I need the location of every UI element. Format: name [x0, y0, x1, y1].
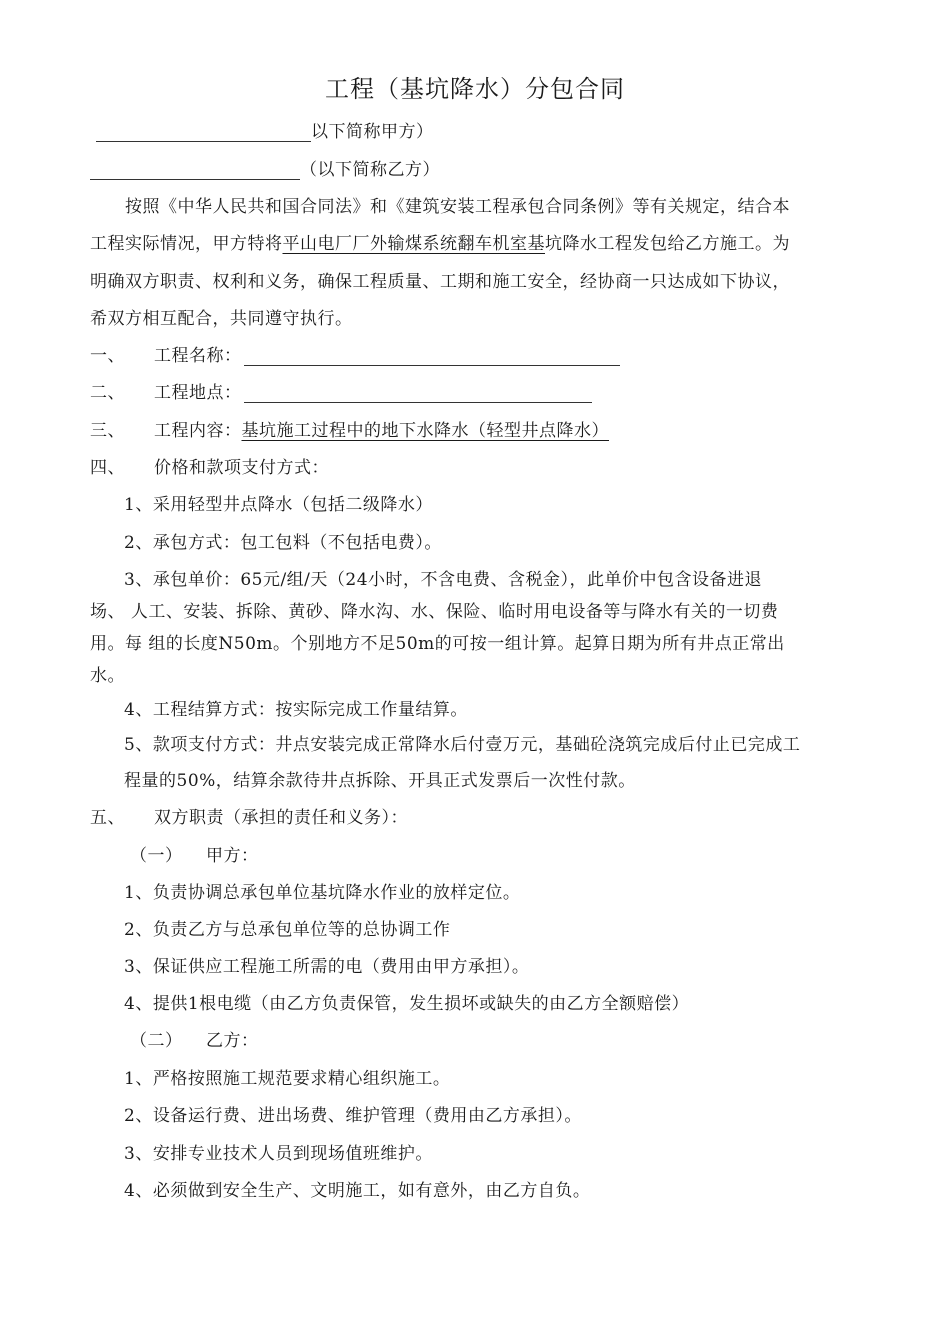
section-2	[90, 383, 592, 403]
section-5-label: 双方职责（承担的责任和义务）：	[154, 808, 408, 828]
party-a-heading-number: （一）	[130, 846, 183, 866]
project-name-blank	[244, 348, 620, 366]
party-b-suffix: （以下简称乙方）	[300, 160, 440, 180]
document-title: 工程（基坑降水）分包合同	[325, 75, 625, 103]
party-b-item-2: 2、设备运行费、进出场费、维护管理（费用由乙方承担）。	[124, 1106, 582, 1126]
party-b-item-3: 3、安排专业技术人员到现场值班维护。	[124, 1144, 433, 1164]
party-b-heading-label: 乙方：	[206, 1031, 259, 1051]
section-4-label: 价格和款项支付方式：	[154, 458, 329, 478]
party-a-item-3: 3、保证供应工程施工所需的电（费用由甲方承担）。	[124, 957, 530, 977]
party-b-blank	[90, 162, 300, 180]
intro-line-2-post: 坑降水工程发包给乙方施工。为	[545, 234, 790, 254]
section-1-number: 一、	[90, 346, 125, 366]
party-b-heading-number: （二）	[130, 1031, 183, 1051]
price-item-4: 4、工程结算方式：按实际完成工作量结算。	[124, 700, 468, 720]
section-2-label: 工程地点：	[154, 383, 242, 403]
price-item-3-line-2: 场、 人工、安装、拆除、黄砂、降水沟、水、保险、临时用电设备等与降水有关的一切费	[90, 602, 779, 622]
intro-line-3: 明确双方职责、权利和义务，确保工程质量、工期和施工安全，经协商一只达成如下协议，	[90, 272, 790, 292]
price-item-5-line-2: 程量的50%，结算余款待井点拆除、开具正式发票后一次性付款。	[124, 771, 636, 791]
intro-line-2	[90, 234, 790, 254]
party-b-item-1: 1、严格按照施工规范要求精心组织施工。	[124, 1069, 451, 1089]
party-a-heading	[130, 846, 259, 866]
party-a-item-2: 2、负责乙方与总承包单位等的总协调工作	[124, 920, 451, 940]
party-b-line	[90, 160, 440, 180]
section-3	[90, 421, 609, 441]
party-a-item-4: 4、提供1根电缆（由乙方负责保管，发生损坏或缺失的由乙方全额赔偿）	[124, 994, 690, 1014]
intro-line-1: 按照《中华人民共和国合同法》和《建筑安装工程承包合同条例》等有关规定，结合本	[125, 197, 790, 217]
section-4	[90, 458, 329, 478]
price-item-2: 2、承包方式：包工包料（不包括电费）。	[124, 533, 442, 553]
section-3-number: 三、	[90, 421, 125, 441]
price-item-3-line-4: 水。	[90, 666, 125, 686]
intro-line-4: 希双方相互配合，共同遵守执行。	[90, 309, 353, 329]
price-item-3-line-1: 3、承包单价：65元/组/天（24小时，不含电费、含税金），此单价中包含设备进退	[124, 570, 763, 590]
section-1-label: 工程名称：	[154, 346, 242, 366]
price-item-5-line-1: 5、款项支付方式：井点安装完成正常降水后付壹万元，基础砼浇筑完成后付止已完成工	[124, 735, 801, 755]
party-a-blank	[96, 124, 311, 142]
intro-line-2-pre: 工程实际情况，甲方特将	[90, 234, 283, 254]
party-a-line	[96, 122, 434, 142]
section-4-number: 四、	[90, 458, 125, 478]
section-1	[90, 346, 620, 366]
price-item-3-line-3: 用。每 组的长度N50m。个别地方不足50m的可按一组计算。起算日期为所有井点正常出	[90, 634, 785, 654]
section-5-number: 五、	[90, 808, 125, 828]
section-5	[90, 808, 408, 828]
section-3-label: 工程内容：	[154, 421, 242, 441]
party-b-heading	[130, 1031, 259, 1051]
project-location-blank	[244, 385, 592, 403]
section-2-number: 二、	[90, 383, 125, 403]
price-item-1: 1、采用轻型井点降水（包括二级降水）	[124, 495, 433, 515]
project-name: 平山电厂厂外输煤系统翻车机室基	[282, 234, 545, 254]
party-a-suffix: 以下简称甲方）	[311, 122, 434, 142]
party-a-item-1: 1、负责协调总承包单位基坑降水作业的放样定位。	[124, 883, 521, 903]
party-b-item-4: 4、必须做到安全生产、文明施工，如有意外，由乙方自负。	[124, 1181, 591, 1201]
project-content: 基坑施工过程中的地下水降水（轻型井点降水）	[241, 421, 609, 441]
party-a-heading-label: 甲方：	[206, 846, 259, 866]
